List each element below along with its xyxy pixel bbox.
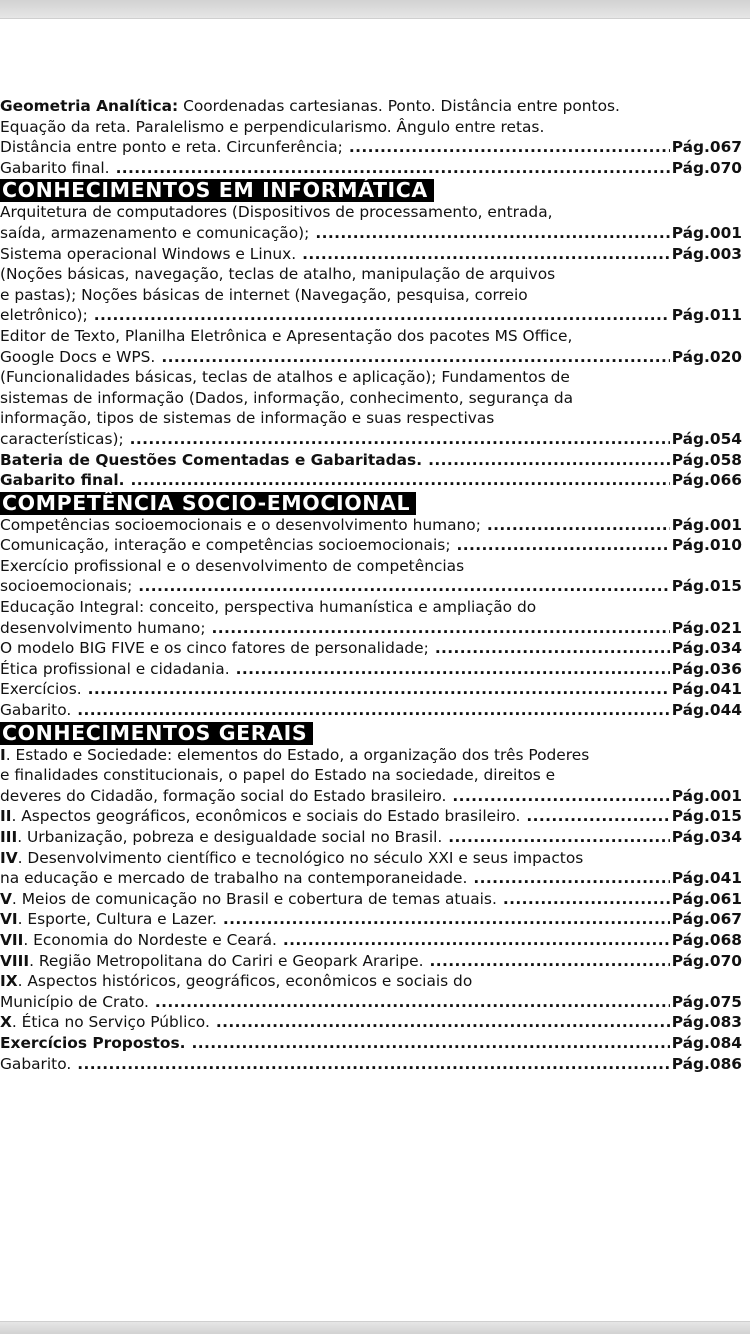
toc-text: Arquitetura de computadores (Dispositivos de processamento, entrada, [0,203,553,222]
roman-numeral: III [0,828,18,846]
toc-line [0,765,742,786]
page-number: Pág.015 [671,807,742,826]
toc-line [0,848,742,869]
roman-numeral: VIII [0,951,30,970]
leader-dots [487,515,670,536]
page-number: Pág.058 [671,450,742,469]
toc-line [0,264,742,285]
page-number: Pág.070 [671,158,742,177]
toc-entry [0,158,742,179]
roman-numeral: II [0,807,12,826]
toc-line [0,117,742,138]
toc-entry [0,951,742,972]
leader-dots [457,535,670,556]
section-heading-row [0,179,742,202]
page-number: Pág.036 [671,659,742,678]
leader-dots [212,618,670,639]
toc-text: Coordenadas cartesianas. Ponto. Distância entre pontos. [178,97,620,115]
toc-text: Gabarito. [0,701,72,720]
toc-text: Bateria de Questões Comentadas e Gabaritadas. [0,450,423,469]
roman-numeral: VI [0,910,18,929]
leader-dots [302,244,670,265]
toc-entry [0,618,742,639]
leader-dots [77,1054,670,1075]
page-number: Pág.010 [671,536,742,555]
toc-entry [0,470,742,491]
toc-entry [0,1033,742,1054]
page-number: Pág.001 [671,786,742,805]
table-of-contents-page [0,96,742,1074]
leader-dots [192,1033,670,1054]
toc-entry [0,827,742,848]
toc-text: Gabarito final. [0,158,110,177]
viewer-bottom-bar [0,1321,750,1334]
leader-dots [116,158,670,179]
toc-entry [0,930,742,951]
toc-entry [0,889,742,910]
toc-text: na educação e mercado de trabalho na contemporaneidade. [0,869,468,888]
toc-text: . Aspectos históricos, geográficos, econômicos e sociais do [17,972,473,991]
toc-text: . Economia do Nordeste e Ceará. [23,930,277,949]
toc-entry [0,909,742,930]
leader-dots [428,450,670,471]
section-heading-socio-emocional: COMPETÊNCIA SOCIO-EMOCIONAL [0,492,416,515]
toc-text: Distância entre ponto e reta. Circunferência; [0,138,343,157]
toc-line [0,388,742,409]
leader-dots [77,700,670,721]
toc-entry [0,429,742,450]
page-number: Pág.011 [671,306,742,325]
toc-entry [0,576,742,597]
page-number: Pág.001 [671,515,742,534]
toc-text: Exercício profissional e o desenvolvimento de competências [0,556,465,575]
roman-numeral: X [0,1013,12,1032]
topic-title: Geometria Analítica: [0,97,179,115]
toc-text: Gabarito final. [0,471,125,490]
leader-dots [473,868,669,889]
toc-entry [0,868,742,889]
toc-entry [0,786,742,807]
page-number: Pág.067 [671,910,742,929]
toc-entry [0,244,742,265]
toc-line [0,96,742,117]
page-number: Pág.066 [671,471,742,490]
toc-text: sistemas de informação (Dados, informação, conhecimento, segurança da [0,388,574,407]
leader-dots [315,223,669,244]
toc-text: socioemocionais; [0,577,133,596]
toc-text: . Estado e Sociedade: elementos do Estado, a organização dos três Poderes [5,745,590,764]
toc-text: . Esporte, Cultura e Lazer. [17,910,217,929]
toc-text: . Ética no Serviço Público. [11,1013,210,1032]
toc-text: características); [0,429,124,448]
page-number: Pág.015 [671,577,742,596]
page-number: Pág.003 [671,244,742,263]
toc-text: Ética profissional e cidadania. [0,659,230,678]
toc-text: . Desenvolvimento científico e tecnológico no século XXI e seus impactos [17,848,584,867]
toc-entry [0,223,742,244]
leader-dots [526,806,669,827]
toc-entry [0,305,742,326]
section-heading-informatica: CONHECIMENTOS EM INFORMÁTICA [0,179,434,202]
leader-dots [161,347,669,368]
page-number: Pág.067 [671,138,742,157]
toc-text: eletrônico); [0,306,88,325]
toc-line [0,597,742,618]
roman-numeral: V [0,889,12,908]
leader-dots [349,137,670,158]
toc-line [0,745,742,766]
page-number: Pág.061 [671,889,742,908]
toc-entry [0,1054,742,1075]
toc-line [0,285,742,306]
toc-text: (Noções básicas, navegação, teclas de atalho, manipulação de arquivos [0,265,556,284]
page-number: Pág.084 [671,1033,742,1052]
leader-dots [430,951,670,972]
toc-line [0,971,742,992]
toc-text: Sistema operacional Windows e Linux. [0,244,297,263]
toc-text: deveres do Cidadão, formação social do Estado brasileiro. [0,786,447,805]
toc-text: (Funcionalidades básicas, teclas de atalhos e aplicação); Fundamentos de [0,368,570,387]
toc-entry [0,679,742,700]
toc-text: O modelo BIG FIVE e os cinco fatores de personalidade; [0,639,429,658]
toc-entry [0,638,742,659]
toc-entry [0,450,742,471]
roman-numeral: IX [0,972,18,991]
toc-line [0,367,742,388]
toc-text: Educação Integral: conceito, perspectiva humanística e ampliação do [0,598,537,617]
toc-text: Município de Crato. [0,992,149,1011]
leader-dots [283,930,670,951]
toc-text: Comunicação, interação e competências socioemocionais; [0,536,451,555]
leader-dots [88,679,670,700]
roman-numeral: I [0,745,6,764]
leader-dots [155,992,670,1013]
page-number: Pág.001 [671,223,742,242]
toc-text: desenvolvimento humano; [0,618,206,637]
leader-dots [452,786,669,807]
page-number: Pág.034 [671,639,742,658]
toc-text: . Urbanização, pobreza e desigualdade social no Brasil. [17,828,443,846]
toc-text: . Meios de comunicação no Brasil e cobertura de temas atuais. [11,889,497,908]
toc-text: Google Docs e WPS. [0,347,156,366]
leader-dots [503,889,670,910]
toc-entry [0,1012,742,1033]
section-heading-gerais: CONHECIMENTOS GERAIS [0,722,313,745]
leader-dots [216,1012,670,1033]
page-number: Pág.054 [671,429,742,448]
roman-numeral: VII [0,930,24,949]
toc-text: e finalidades constitucionais, o papel do Estado na sociedade, direitos e [0,766,556,785]
page-number: Pág.083 [671,1013,742,1032]
page-number: Pág.044 [671,701,742,720]
toc-text: e pastas); Noções básicas de internet (Navegação, pesquisa, correio [0,285,528,304]
toc-text: Exercícios Propostos. [0,1033,186,1052]
toc-entry [0,347,742,368]
roman-numeral: IV [0,848,18,867]
toc-line [0,556,742,577]
leader-dots [130,429,670,450]
toc-text: Competências socioemocionais e o desenvolvimento humano; [0,515,481,534]
page-number: Pág.075 [671,992,742,1011]
page-number: Pág.034 [671,828,742,846]
leader-dots [236,659,670,680]
page-number: Pág.020 [671,347,742,366]
toc-text: Gabarito. [0,1054,72,1073]
toc-entry [0,515,742,536]
section-heading-row [0,492,742,515]
toc-entry [0,806,742,827]
toc-entry [0,659,742,680]
toc-entry [0,700,742,721]
toc-text: Editor de Texto, Planilha Eletrônica e Apresentação dos pacotes MS Office, [0,326,573,345]
leader-dots [94,305,670,326]
leader-dots [130,470,669,491]
page-number: Pág.021 [671,618,742,637]
toc-text: . Aspectos geográficos, econômicos e sociais do Estado brasileiro. [11,807,521,826]
toc-text: . Região Metropolitana do Cariri e Geopark Araripe. [29,951,424,970]
toc-text: Equação da reta. Paralelismo e perpendicularismo. Ângulo entre retas. [0,117,545,136]
toc-line [0,202,742,223]
leader-dots [435,638,670,659]
leader-dots [223,909,670,930]
toc-line [0,326,742,347]
toc-text: saída, armazenamento e comunicação); [0,223,310,242]
leader-dots [138,576,669,597]
section-heading-row [0,722,742,745]
page-number: Pág.070 [671,951,742,970]
page-number: Pág.086 [671,1054,742,1073]
toc-entry [0,137,742,158]
toc-entry [0,992,742,1013]
toc-text: informação, tipos de sistemas de informação e suas respectivas [0,409,495,428]
page-number: Pág.041 [671,869,742,888]
page-number: Pág.041 [671,680,742,699]
leader-dots [448,827,669,848]
viewer-top-bar [0,0,750,19]
toc-line [0,408,742,429]
page-number: Pág.068 [671,930,742,949]
toc-text: Exercícios. [0,680,82,699]
toc-entry [0,535,742,556]
